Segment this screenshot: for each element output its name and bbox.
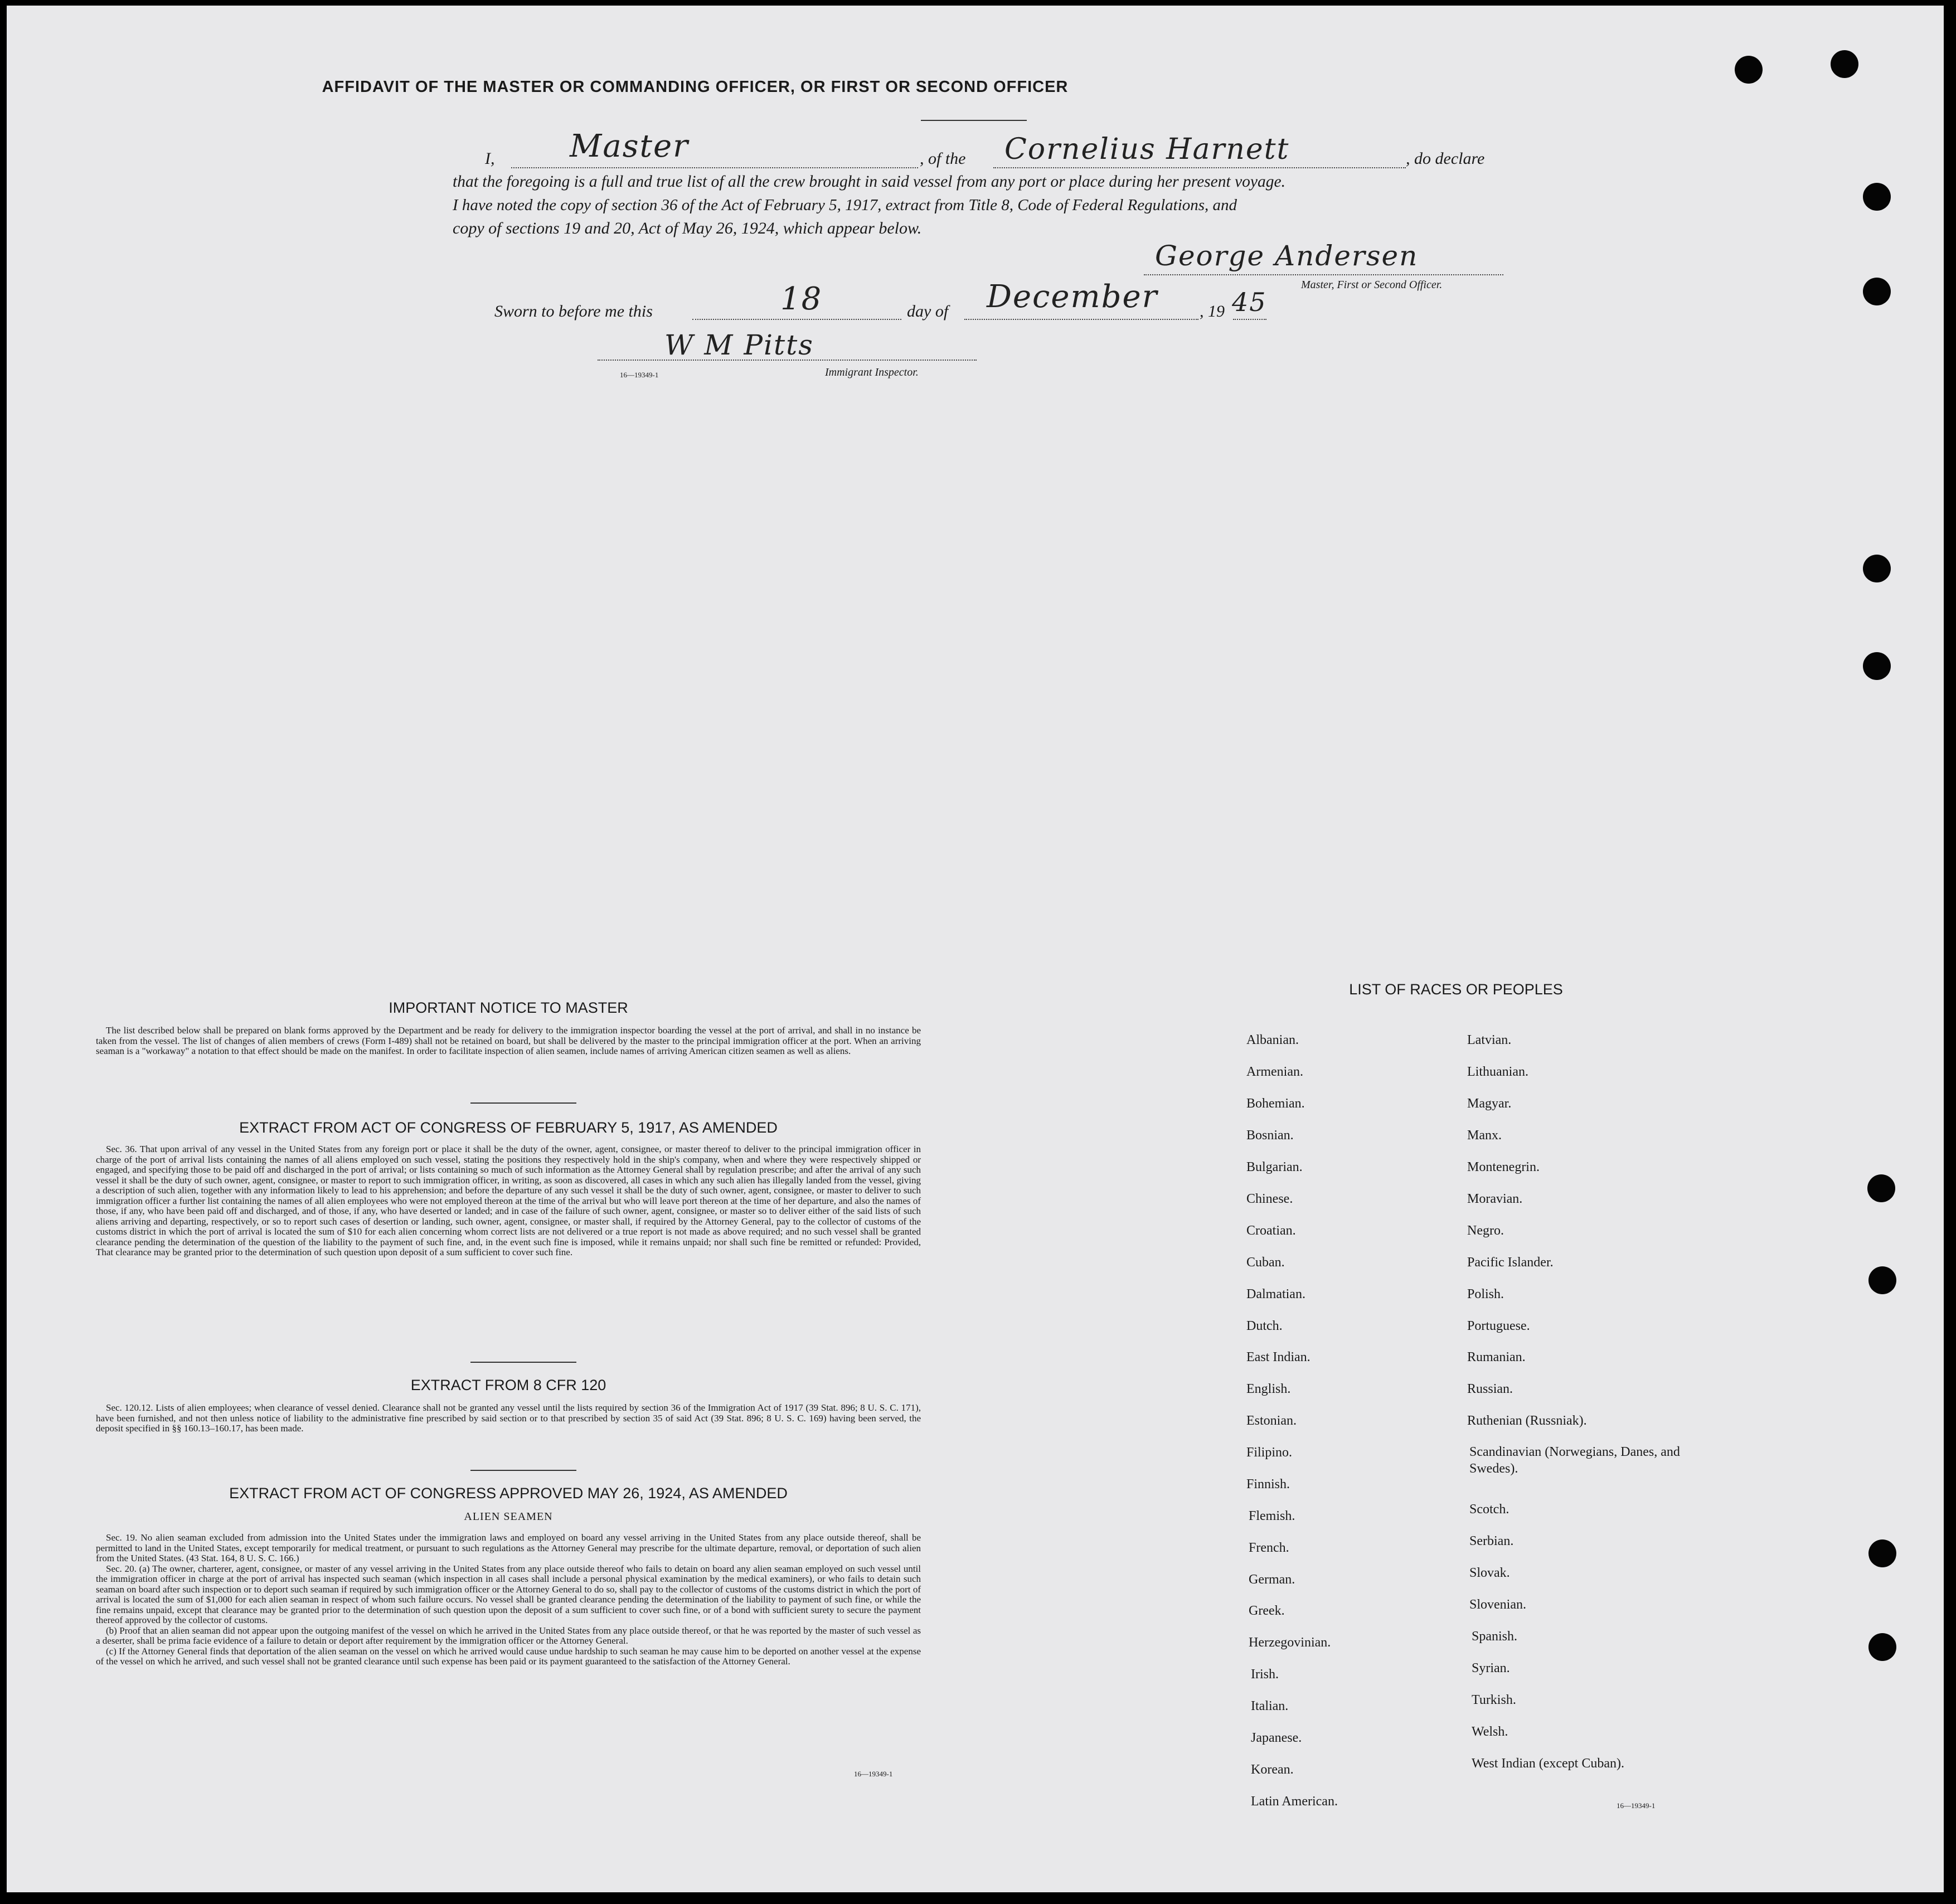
year-prefix: , 19 (1200, 302, 1225, 320)
section-19-paragraph: Sec. 19. No alien seaman excluded from admission into the United States under the immigration laws and employed on board any vessel arriving in the United States from any place outside thereof, shall be permitted to land in the United States, except temporarily for medical treatment, or pursuant to such regulations as the Attorney General may prescribe for the ultimate departure, removal, or deportation of such alien from the United States. (43 Stat. 164, 8 U. S. C. 166.) (96, 1532, 921, 1563)
of-the-label: , of the (920, 149, 966, 168)
race-item: Latvian. (1467, 1033, 1512, 1047)
affidavit-title: AFFIDAVIT OF THE MASTER OR COMMANDING OFFICER, OR FIRST OR SECOND OFFICER (322, 78, 1069, 96)
race-item: Greek. (1249, 1604, 1285, 1618)
document-page (7, 6, 1944, 1892)
race-item: Spanish. (1472, 1629, 1518, 1644)
inspector-signature: W M Pitts (664, 329, 814, 361)
race-item: Chinese. (1246, 1192, 1293, 1206)
extract-cfr-title: EXTRACT FROM 8 CFR 120 (410, 1377, 606, 1393)
vessel-line (993, 167, 1406, 168)
race-item: Ruthenian (Russniak). (1467, 1414, 1587, 1428)
section-20b-paragraph: (b) Proof that an alien seaman did not appear upon the outgoing manifest of the vessel on which he arrived in the United States from any place outside thereof, or that he was reported by the master of such vessel as a deserter, shall be prima facie evidence of a failure to detain or deport after requirement by the immigration officer or the Attorney General. (96, 1625, 921, 1646)
race-item: Negro. (1467, 1223, 1504, 1238)
race-item: Bulgarian. (1246, 1160, 1303, 1174)
officer-handwritten: Master (570, 128, 689, 164)
race-item: Welsh. (1472, 1725, 1508, 1739)
affidavit-form-number: 16—19349-1 (620, 371, 659, 379)
race-item: Italian. (1251, 1699, 1289, 1713)
race-item: Serbian. (1469, 1534, 1514, 1548)
race-item: Slovenian. (1469, 1597, 1526, 1612)
punch-hole (1868, 1539, 1896, 1567)
sworn-label: Sworn to before me this (494, 302, 653, 320)
race-item: Estonian. (1246, 1414, 1297, 1428)
race-item: Manx. (1467, 1128, 1502, 1143)
punch-hole (1867, 1174, 1895, 1202)
section-divider (470, 1470, 576, 1471)
race-item: Moravian. (1467, 1192, 1523, 1206)
race-item: Bohemian. (1246, 1096, 1305, 1111)
alien-seamen-subtitle: ALIEN SEAMEN (464, 1510, 553, 1523)
race-item: Rumanian. (1467, 1350, 1526, 1364)
punch-hole (1868, 1266, 1896, 1294)
race-item: Bosnian. (1246, 1128, 1294, 1143)
race-item: Turkish. (1472, 1693, 1516, 1707)
declaration-line-4: copy of sections 19 and 20, Act of May 26, 1924, which appear below. (453, 219, 922, 237)
race-item: Irish. (1251, 1667, 1279, 1682)
race-item: Dutch. (1246, 1319, 1283, 1333)
race-item: Lithuanian. (1467, 1065, 1528, 1079)
day-line (692, 319, 901, 320)
race-item: French. (1249, 1541, 1289, 1555)
vessel-handwritten: Cornelius Harnett (1004, 133, 1290, 166)
master-signature: George Andersen (1155, 240, 1419, 272)
signature-caption: Master, First or Second Officer. (1301, 279, 1443, 291)
declaration-line-2: that the foregoing is a full and true list of all the crew brought in said vessel from any port or place during her present voyage. (453, 173, 1285, 191)
extract-1917-title: EXTRACT FROM ACT OF CONGRESS OF FEBRUARY 5, 1917, AS AMENDED (239, 1119, 778, 1136)
race-item: Croatian. (1246, 1223, 1296, 1238)
races-title: LIST OF RACES OR PEOPLES (1349, 981, 1563, 998)
month-handwritten: December (987, 279, 1158, 315)
officer-line (511, 167, 918, 168)
race-item: Montenegrin. (1467, 1160, 1540, 1174)
extract-1924-title: EXTRACT FROM ACT OF CONGRESS APPROVED MAY 26, 1924, AS AMENDED (229, 1485, 788, 1502)
punch-hole (1863, 555, 1891, 582)
year-handwritten: 45 (1232, 287, 1267, 317)
race-item: Japanese. (1251, 1731, 1302, 1745)
race-item: Latin American. (1251, 1794, 1338, 1809)
race-item: Scotch. (1469, 1502, 1510, 1517)
race-item: Syrian. (1472, 1661, 1510, 1675)
punch-hole (1863, 183, 1891, 211)
race-item: Armenian. (1246, 1065, 1303, 1079)
race-item: Flemish. (1249, 1509, 1295, 1523)
race-item: Polish. (1467, 1287, 1504, 1301)
notice-paragraph: The list described below shall be prepared on blank forms approved by the Department and be ready for delivery to the immigration inspector boarding the vessel at the port of arrival, and shall in no instance be taken from the vessel. The list of changes of alien members of crews (Form I-489) shall not be retained on board, but shall be delivered by the master to the principal immigration officer at the port. When an arriving seaman is a "workaway" a notation to that effect should be made on the manifest. In order to facilitate inspection of alien seamen, include names of arriving American citizen seamen as well as aliens. (96, 1025, 921, 1056)
section-36-paragraph: Sec. 36. That upon arrival of any vessel in the United States from any foreign port or place it shall be the duty of the owner, agent, consignee, or master thereof to deliver to the principal immigration officer in charge of the port of arrival lists containing the names of all aliens employed on such vessel, stating the positions they respectively hold in the ship's company, when and where they were respectively shipped or engaged, and specifying those to be paid off and discharged in the port of arrival; or lists containing so much of such information as the Attorney General shall by regulation prescribe; and after the arrival of any such vessel it shall be the duty of such owner, agent, consignee, or master to report to such immigration officer, in writing, as soon as discovered, all cases in which any such alien has illegally landed from the vessel, giving a description of such alien, together with any information likely to lead to his apprehension; and before the departure of any such vessel it shall be the duty of such owner, agent, consignee, or master to deliver to such immigration officer a further list containing the names of all alien employees who were not employed thereon at the time of the arrival but who will leave port thereon at the time of her departure, and also the names of those, if any, who have been paid off and discharged, and of those, if any, who have deserted or landed; and in case of the failure of such owner, agent, consignee, or master so to deliver either of the said lists of such aliens arriving and departing, respectively, or so to report such cases of desertion or landing, such owner, agent, consignee, or master shall, if required by the Attorney General, pay to the collector of customs of the customs district in which the port of arrival is located the sum of $10 for each alien concerning whom correct lists are not delivered or a true report is not made as above required; and no such vessel shall be granted clearance pending the determination of the question of the liability to the payment of such fine, and, in the event such fine is imposed, while it remains unpaid; nor shall such fine be remitted or refunded: Provided, That clearance may be granted prior to the determination of such question upon deposit of a sum sufficient to cover such fine. (96, 1144, 921, 1257)
day-handwritten: 18 (780, 281, 823, 317)
race-item: Slovak. (1469, 1566, 1510, 1580)
notice-text (96, 1026, 921, 1057)
day-of-label: day of (907, 302, 949, 320)
do-declare-label: , do declare (1406, 149, 1485, 168)
extract-cfr-text (96, 1403, 921, 1434)
race-item: East Indian. (1246, 1350, 1311, 1364)
extract-1924-text (96, 1533, 921, 1667)
race-item: Albanian. (1246, 1033, 1299, 1047)
race-item: Magyar. (1467, 1096, 1512, 1111)
affidavit-i-label: I, (485, 149, 495, 168)
notice-title: IMPORTANT NOTICE TO MASTER (389, 999, 628, 1016)
extract-1917-text (96, 1144, 921, 1258)
section-120-12-paragraph: Sec. 120.12. Lists of alien employees; when clearance of vessel denied. Clearance shall not be granted any vessel until the lists required by section 36 of the Immigration Act of 1917 (39 Stat. 896; 8 U. S. C. 171), have been furnished, and not then unless notice of liability to the administrative fine prescribed by said section or to that prescribed by section 35 of said Act (39 Stat. 896; 8 U. S. C. 169) having been served, the deposit specified in §§ 160.13–160.17, has been made. (96, 1402, 921, 1434)
race-item: English. (1246, 1382, 1291, 1396)
race-item: Scandinavian (Norwegians, Danes, and Swedes). (1469, 1445, 1680, 1476)
month-line (964, 319, 1198, 320)
declaration-line-3: I have noted the copy of section 36 of the Act of February 5, 1917, extract from Title 8, Code of Federal Regulations, and (453, 196, 1237, 214)
race-item: Portuguese. (1467, 1319, 1530, 1333)
punch-hole (1735, 56, 1763, 84)
section-divider (470, 1362, 576, 1363)
race-item: Cuban. (1246, 1255, 1285, 1270)
race-item: Pacific Islander. (1467, 1255, 1554, 1270)
inspector-caption: Immigrant Inspector. (825, 366, 919, 378)
race-item: Herzegovinian. (1249, 1635, 1331, 1650)
extract-form-number: 16—19349-1 (854, 1770, 893, 1778)
section-20c-paragraph: (c) If the Attorney General finds that deportation of the alien seaman on the vessel on which he arrived would cause undue hardship to such seaman he may cause him to be deported on another vessel at the expense of the vessel on which he arrived, and such vessel shall not be granted clearance until such expense has been paid or its payment guaranteed to the satisfaction of the Attorney General. (96, 1645, 921, 1667)
race-item: West Indian (except Cuban). (1472, 1756, 1624, 1771)
section-divider (470, 1102, 576, 1104)
inspector-line (598, 360, 977, 361)
title-divider (921, 120, 1027, 121)
race-item: Russian. (1467, 1382, 1513, 1396)
races-form-number: 16—19349-1 (1617, 1801, 1656, 1810)
race-item: Filipino. (1246, 1445, 1293, 1460)
punch-hole (1868, 1633, 1896, 1661)
punch-hole (1863, 278, 1891, 305)
section-20a-paragraph: Sec. 20. (a) The owner, charterer, agent, consignee, or master of any vessel arriving in the United States from any place outside thereof who fails to detain on board any alien seaman employed on such vessel until the immigration officer in charge at the port of arrival has inspected such seaman (which inspection in all cases shall include a personal physical examination by the medical examiners), or who fails to detain such seaman on board after such inspection or to deport such seaman if required by such immigration officer or the Attorney General to do so, shall pay to the collector of customs of the customs district in which the port of arrival is located the sum of $1,000 for each alien seaman in respect of whom such failure occurs. No vessel shall be granted clearance pending the determination of the liability to payment of such fine, or while the fine remains unpaid, except that clearance may be granted prior to the determination of such question upon the deposit of a sum sufficient to cover such fine, or of a bond with sufficient surety to secure the payment thereof approved by the collector of customs. (96, 1563, 921, 1625)
race-item: Dalmatian. (1246, 1287, 1305, 1301)
race-item: Korean. (1251, 1762, 1294, 1777)
punch-hole (1831, 50, 1858, 78)
race-item: German. (1249, 1572, 1295, 1587)
signature-line (1144, 274, 1503, 275)
punch-hole (1863, 652, 1891, 680)
race-item: Finnish. (1246, 1477, 1290, 1492)
year-line (1233, 319, 1266, 320)
